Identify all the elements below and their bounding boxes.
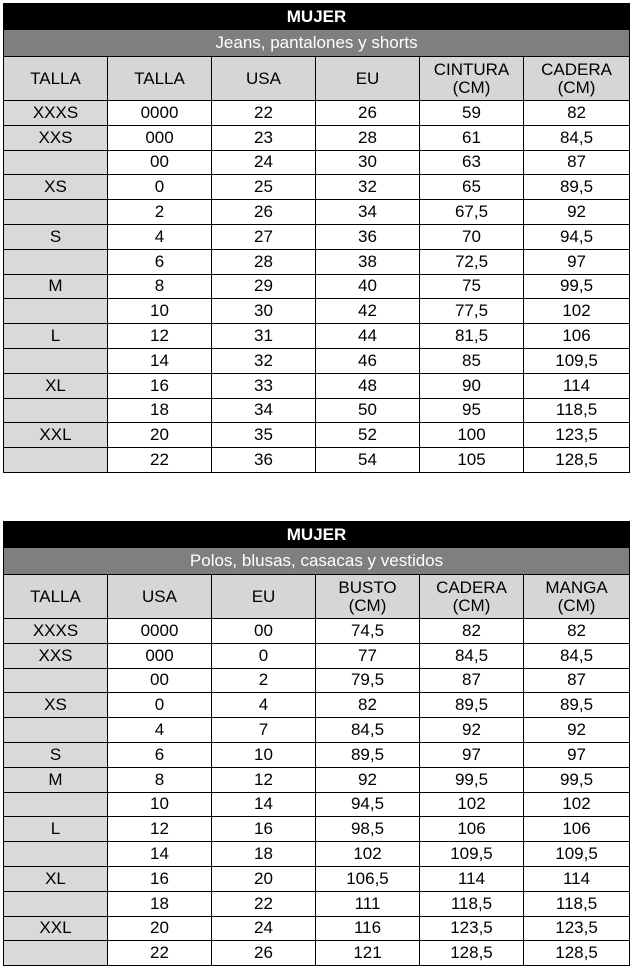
table-cell: 22 — [212, 891, 316, 916]
table-cell: 00 — [108, 150, 212, 175]
table-cell: 0 — [108, 175, 212, 200]
table-cell: 20 — [108, 423, 212, 448]
table-row — [4, 101, 630, 126]
size-label-cell — [4, 150, 108, 175]
table-cell: 123,5 — [524, 423, 630, 448]
table-cell: 128,5 — [420, 941, 524, 966]
table-cell: 92 — [524, 200, 630, 225]
table-cell: 90 — [420, 373, 524, 398]
table-cell: 40 — [316, 274, 420, 299]
size-label-cell: XS — [4, 693, 108, 718]
table-cell: 4 — [108, 718, 212, 743]
table-row — [4, 916, 630, 941]
table-row — [4, 274, 630, 299]
table-cell: 35 — [212, 423, 316, 448]
table-subtitle: Jeans, pantalones y shorts — [4, 30, 630, 57]
size-label-cell — [4, 891, 108, 916]
table-cell: 99,5 — [524, 767, 630, 792]
table-cell: 109,5 — [524, 348, 630, 373]
table-row — [4, 643, 630, 668]
size-label-cell: S — [4, 742, 108, 767]
table-cell: 12 — [108, 817, 212, 842]
size-label-cell — [4, 348, 108, 373]
table-cell: 67,5 — [420, 200, 524, 225]
table-cell: 98,5 — [316, 817, 420, 842]
table-row — [4, 324, 630, 349]
table-title: MUJER — [4, 522, 630, 548]
table-cell: 18 — [108, 398, 212, 423]
table-cell: 61 — [420, 125, 524, 150]
table-row — [4, 175, 630, 200]
table-cell: 34 — [316, 200, 420, 225]
size-label-cell — [4, 398, 108, 423]
table-cell: 33 — [212, 373, 316, 398]
table-row — [4, 792, 630, 817]
table-cell: 23 — [212, 125, 316, 150]
table-cell: 54 — [316, 448, 420, 473]
table-cell: 82 — [420, 619, 524, 644]
size-label-cell: XL — [4, 373, 108, 398]
table-cell: 36 — [316, 224, 420, 249]
table-cell: 106 — [524, 324, 630, 349]
table-cell: 77,5 — [420, 299, 524, 324]
table-cell: 118,5 — [420, 891, 524, 916]
table-cell: 84,5 — [420, 643, 524, 668]
table-cell: 18 — [108, 891, 212, 916]
table-cell: 94,5 — [524, 224, 630, 249]
column-header: USA — [108, 575, 212, 619]
table-row — [4, 373, 630, 398]
table-cell: 0 — [108, 693, 212, 718]
table-cell: 2 — [108, 200, 212, 225]
table-row — [4, 348, 630, 373]
table-row — [4, 423, 630, 448]
table-cell: 99,5 — [420, 767, 524, 792]
table-cell: 106 — [420, 817, 524, 842]
table-cell: 42 — [316, 299, 420, 324]
table-cell: 111 — [316, 891, 420, 916]
table-cell: 89,5 — [420, 693, 524, 718]
column-header: EU — [316, 57, 420, 101]
size-label-cell: M — [4, 274, 108, 299]
size-table-tops — [3, 521, 630, 966]
table-cell: 32 — [316, 175, 420, 200]
table-cell: 16 — [212, 817, 316, 842]
table-row — [4, 891, 630, 916]
table-cell: 82 — [524, 619, 630, 644]
table-cell: 84,5 — [316, 718, 420, 743]
table-cell: 102 — [420, 792, 524, 817]
size-label-cell: XL — [4, 866, 108, 891]
table-cell: 116 — [316, 916, 420, 941]
table-cell: 30 — [212, 299, 316, 324]
table-cell: 27 — [212, 224, 316, 249]
table-cell: 114 — [420, 866, 524, 891]
table-cell: 38 — [316, 249, 420, 274]
table-cell: 75 — [420, 274, 524, 299]
table-cell: 106,5 — [316, 866, 420, 891]
table-cell: 48 — [316, 373, 420, 398]
table-cell: 24 — [212, 150, 316, 175]
table-cell: 74,5 — [316, 619, 420, 644]
table-cell: 123,5 — [420, 916, 524, 941]
table-cell: 77 — [316, 643, 420, 668]
table-row — [4, 941, 630, 966]
table-cell: 4 — [108, 224, 212, 249]
column-header: USA — [212, 57, 316, 101]
table-cell: 118,5 — [524, 891, 630, 916]
table-cell: 105 — [420, 448, 524, 473]
table-row — [4, 249, 630, 274]
table-cell: 87 — [524, 150, 630, 175]
table-cell: 102 — [316, 842, 420, 867]
table-row — [4, 817, 630, 842]
table-cell: 89,5 — [524, 693, 630, 718]
table-cell: 26 — [212, 200, 316, 225]
table-row — [4, 448, 630, 473]
column-header: TALLA — [4, 575, 108, 619]
size-label-cell: XXS — [4, 125, 108, 150]
table-cell: 26 — [212, 941, 316, 966]
table-cell: 95 — [420, 398, 524, 423]
table-cell: 10 — [212, 742, 316, 767]
table-cell: 52 — [316, 423, 420, 448]
table-cell: 2 — [212, 668, 316, 693]
size-label-cell: L — [4, 817, 108, 842]
table-cell: 89,5 — [524, 175, 630, 200]
table-cell: 34 — [212, 398, 316, 423]
table-cell: 14 — [212, 792, 316, 817]
size-label-cell: XXL — [4, 423, 108, 448]
table-row — [4, 224, 630, 249]
table-cell: 28 — [316, 125, 420, 150]
table-row — [4, 200, 630, 225]
table-cell: 31 — [212, 324, 316, 349]
size-label-cell: M — [4, 767, 108, 792]
table-subtitle: Polos, blusas, casacas y vestidos — [4, 548, 630, 575]
size-label-cell — [4, 249, 108, 274]
table-cell: 0 — [212, 643, 316, 668]
size-label-cell — [4, 448, 108, 473]
table-cell: 89,5 — [316, 742, 420, 767]
table-row — [4, 693, 630, 718]
size-label-cell — [4, 299, 108, 324]
column-header: CADERA (CM) — [420, 575, 524, 619]
table-cell: 59 — [420, 101, 524, 126]
table-cell: 81,5 — [420, 324, 524, 349]
table-cell: 16 — [108, 373, 212, 398]
table-cell: 92 — [420, 718, 524, 743]
table-cell: 22 — [212, 101, 316, 126]
table-cell: 6 — [108, 249, 212, 274]
column-header: TALLA — [4, 57, 108, 101]
table-cell: 92 — [524, 718, 630, 743]
table-cell: 12 — [108, 324, 212, 349]
table-cell: 82 — [316, 693, 420, 718]
table-cell: 000 — [108, 643, 212, 668]
table-cell: 70 — [420, 224, 524, 249]
table-cell: 00 — [212, 619, 316, 644]
table-cell: 36 — [212, 448, 316, 473]
table-cell: 123,5 — [524, 916, 630, 941]
table-cell: 12 — [212, 767, 316, 792]
table-cell: 72,5 — [420, 249, 524, 274]
table-row — [4, 742, 630, 767]
table-row — [4, 767, 630, 792]
size-label-cell: XS — [4, 175, 108, 200]
table-row — [4, 718, 630, 743]
table-cell: 22 — [108, 448, 212, 473]
table-row — [4, 150, 630, 175]
table-cell: 97 — [524, 249, 630, 274]
table-cell: 28 — [212, 249, 316, 274]
table-cell: 100 — [420, 423, 524, 448]
column-header: BUSTO (CM) — [316, 575, 420, 619]
table-cell: 99,5 — [524, 274, 630, 299]
column-header: EU — [212, 575, 316, 619]
table-cell: 000 — [108, 125, 212, 150]
table-row — [4, 619, 630, 644]
table-cell: 46 — [316, 348, 420, 373]
column-header: CADERA (CM) — [524, 57, 630, 101]
size-table-jeans — [3, 3, 630, 473]
table-cell: 18 — [212, 842, 316, 867]
table-cell: 128,5 — [524, 941, 630, 966]
table-cell: 14 — [108, 348, 212, 373]
table-cell: 94,5 — [316, 792, 420, 817]
table-cell: 128,5 — [524, 448, 630, 473]
table-cell: 106 — [524, 817, 630, 842]
table-cell: 109,5 — [420, 842, 524, 867]
table-cell: 8 — [108, 767, 212, 792]
table-cell: 26 — [316, 101, 420, 126]
size-label-cell: S — [4, 224, 108, 249]
table-cell: 87 — [524, 668, 630, 693]
table-cell: 0000 — [108, 619, 212, 644]
table-cell: 121 — [316, 941, 420, 966]
size-label-cell: XXXS — [4, 619, 108, 644]
table-cell: 114 — [524, 373, 630, 398]
table-cell: 29 — [212, 274, 316, 299]
table-cell: 44 — [316, 324, 420, 349]
table-row — [4, 125, 630, 150]
table-cell: 30 — [316, 150, 420, 175]
table-cell: 79,5 — [316, 668, 420, 693]
table-cell: 50 — [316, 398, 420, 423]
table-cell: 8 — [108, 274, 212, 299]
size-label-cell — [4, 792, 108, 817]
table-cell: 92 — [316, 767, 420, 792]
table-cell: 00 — [108, 668, 212, 693]
size-label-cell: L — [4, 324, 108, 349]
table-cell: 63 — [420, 150, 524, 175]
table-cell: 82 — [524, 101, 630, 126]
table-row — [4, 842, 630, 867]
table-cell: 114 — [524, 866, 630, 891]
table-cell: 97 — [420, 742, 524, 767]
table-cell: 84,5 — [524, 643, 630, 668]
table-title: MUJER — [4, 4, 630, 30]
table-cell: 118,5 — [524, 398, 630, 423]
table-cell: 24 — [212, 916, 316, 941]
table-cell: 10 — [108, 299, 212, 324]
table-cell: 87 — [420, 668, 524, 693]
column-header: CINTURA (CM) — [420, 57, 524, 101]
size-label-cell: XXS — [4, 643, 108, 668]
table-cell: 10 — [108, 792, 212, 817]
table-cell: 32 — [212, 348, 316, 373]
table-cell: 6 — [108, 742, 212, 767]
size-label-cell — [4, 668, 108, 693]
table-cell: 7 — [212, 718, 316, 743]
table-cell: 14 — [108, 842, 212, 867]
table-row — [4, 866, 630, 891]
size-label-cell: XXXS — [4, 101, 108, 126]
size-label-cell — [4, 842, 108, 867]
table-cell: 0000 — [108, 101, 212, 126]
table-cell: 102 — [524, 792, 630, 817]
table-cell: 84,5 — [524, 125, 630, 150]
size-label-cell — [4, 941, 108, 966]
table-cell: 16 — [108, 866, 212, 891]
table-cell: 25 — [212, 175, 316, 200]
column-header: TALLA — [108, 57, 212, 101]
size-label-cell — [4, 718, 108, 743]
table-cell: 4 — [212, 693, 316, 718]
table-cell: 65 — [420, 175, 524, 200]
table-cell: 97 — [524, 742, 630, 767]
table-cell: 20 — [108, 916, 212, 941]
size-label-cell — [4, 200, 108, 225]
table-row — [4, 668, 630, 693]
table-cell: 109,5 — [524, 842, 630, 867]
table-cell: 22 — [108, 941, 212, 966]
table-row — [4, 299, 630, 324]
table-cell: 20 — [212, 866, 316, 891]
column-header: MANGA (CM) — [524, 575, 630, 619]
table-cell: 85 — [420, 348, 524, 373]
table-cell: 102 — [524, 299, 630, 324]
table-row — [4, 398, 630, 423]
size-label-cell: XXL — [4, 916, 108, 941]
